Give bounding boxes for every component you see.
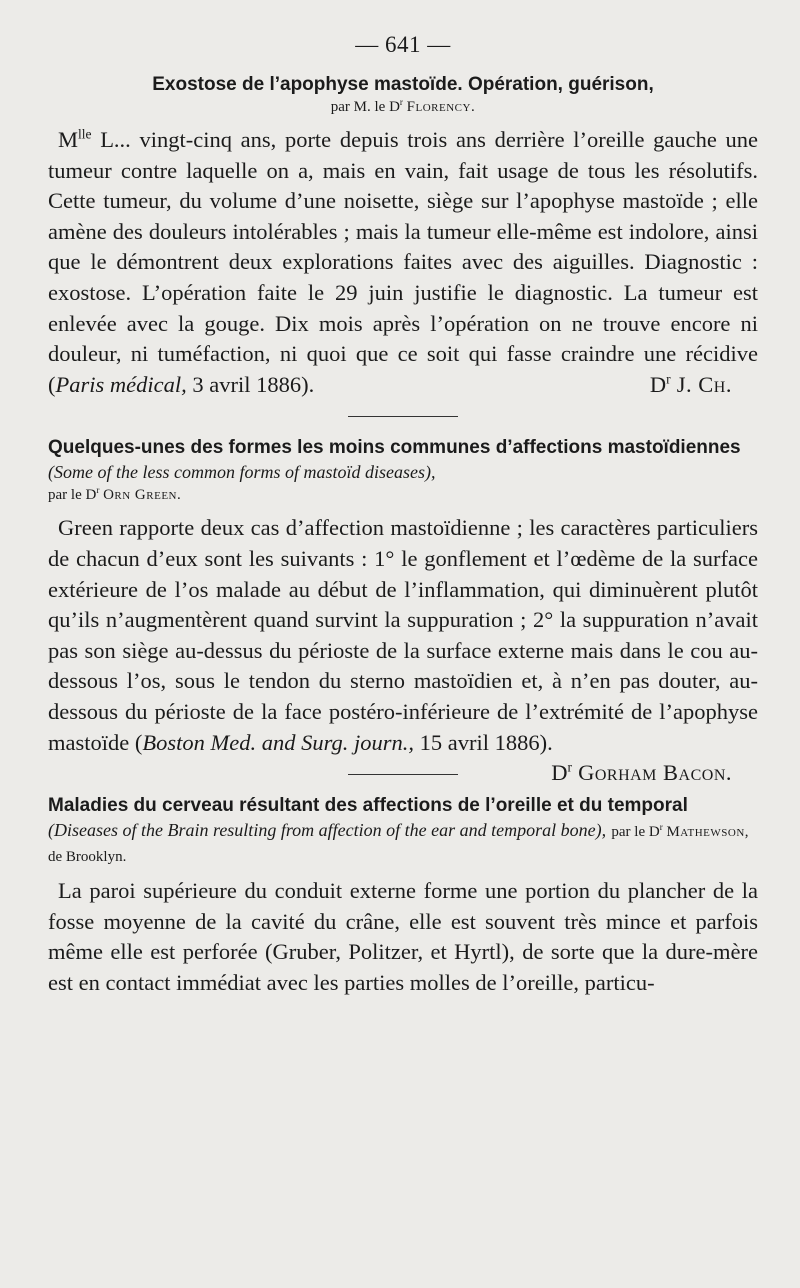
byline-author: Orn Green. xyxy=(103,487,182,504)
byline-sup: r xyxy=(659,822,663,833)
citation-tail: 3 avril 1886). xyxy=(186,371,315,397)
citation-journal: Paris médical, xyxy=(55,371,187,397)
signature-sup: r xyxy=(666,371,671,387)
byline-prefix: par M. le D xyxy=(330,99,400,115)
paragraph-start: M xyxy=(58,127,79,152)
byline-sup: r xyxy=(399,97,403,107)
signature xyxy=(640,370,732,401)
signature xyxy=(541,758,732,789)
byline-author: Florency. xyxy=(406,99,476,115)
byline-author: Mathewson, xyxy=(666,824,750,841)
paragraph-main: L... vingt-cinq ans, porte depuis trois ans derrière l’oreille gauche une tumeur contre laquelle on a, mais en vain, fait usage de tous les résolutifs. Cette tumeur, du volume d’une noisette, siège sur l’apophyse mastoïde ; elle amène des douleurs intolérables ; mais la tumeur elle-même est indolore, ainsi que le démontrent deux explorations faites avec des aiguilles. Diagnostic : exostose. L’opération faite le 29 juin justifie le diagnostic. La tumeur est enlevée avec la gouge. Dix mois après l’opération on ne trouve encore ni douleur, ni tuméfaction, ni quoi que ce soit qui fasse craindre une récidive ( xyxy=(48,127,758,397)
section-divider xyxy=(348,416,458,417)
article-title xyxy=(48,793,758,868)
paragraph-sup: lle xyxy=(78,126,92,142)
signature-name: J. Ch. xyxy=(670,371,732,397)
byline-tail: de Brooklyn. xyxy=(48,849,127,866)
article-paragraph: La paroi supérieure du conduit externe forme une portion du plancher de la fosse moyenne de la cavité du crâne, elle est souvent très mince et parfois même elle est perforée (Gruber, Politzer, et Hyrtl), de sorte que la dure-mère est en contact immédiat avec les parties molles de l’oreille, particu- xyxy=(48,878,758,995)
byline-prefix: par le D xyxy=(611,824,660,841)
signature-name: Gorham Bacon. xyxy=(571,760,732,786)
article-title: Exostose de l’apophyse mastoïde. Opération, guérison, xyxy=(152,74,654,95)
title-translation: (Some of the less common forms of mastoïd diseases), xyxy=(48,462,436,483)
article-brain-diseases xyxy=(48,793,758,998)
article-exostose xyxy=(48,72,758,400)
section-divider xyxy=(348,774,458,775)
title-translation: (Diseases of the Brain resulting from affection of the ear and temporal bone), xyxy=(48,820,607,841)
article-title xyxy=(48,435,758,485)
signature-sup: r xyxy=(567,759,572,775)
page-number: — 641 — xyxy=(355,32,451,57)
article-paragraph xyxy=(48,513,758,786)
title-bold: Quelques-unes des formes les moins communes d’affections mastoïdiennes xyxy=(48,437,741,459)
title-bold: Maladies du cerveau résultant des affections de l’oreille et du temporal xyxy=(48,795,688,817)
citation-tail: 15 avril 1886). xyxy=(414,729,553,755)
signature-prefix: D xyxy=(649,371,667,397)
article-byline xyxy=(48,485,758,505)
byline-sup: r xyxy=(96,485,100,496)
article-byline xyxy=(48,97,758,117)
byline-prefix: par le D xyxy=(48,487,97,504)
signature-prefix: D xyxy=(551,760,568,786)
article-mastoid-forms xyxy=(48,435,758,786)
citation-journal: Boston Med. and Surg. journ., xyxy=(142,729,415,755)
paragraph-main: Green rapporte deux cas d’affection mastoïdienne ; les caractères particuliers de chacun d’eux sont les suivants : 1° le gonflement et l’œdème de la surface extérieure de l’os malade au début de l’inflammation, qui diminuèrent plutôt qu’ils n’augmentèrent quand survint la suppuration ; 2° la suppuration n’avait pas son siège au-dessus du périoste de la surface externe mais dans le cou au-dessous l’os, sous le tendon du sterno mastoïdien et, à n’en pas douter, au-dessous du périoste de la face postéro-inférieure de l’extrémité de l’apophyse mastoïde ( xyxy=(48,515,758,755)
article-paragraph xyxy=(48,125,758,400)
